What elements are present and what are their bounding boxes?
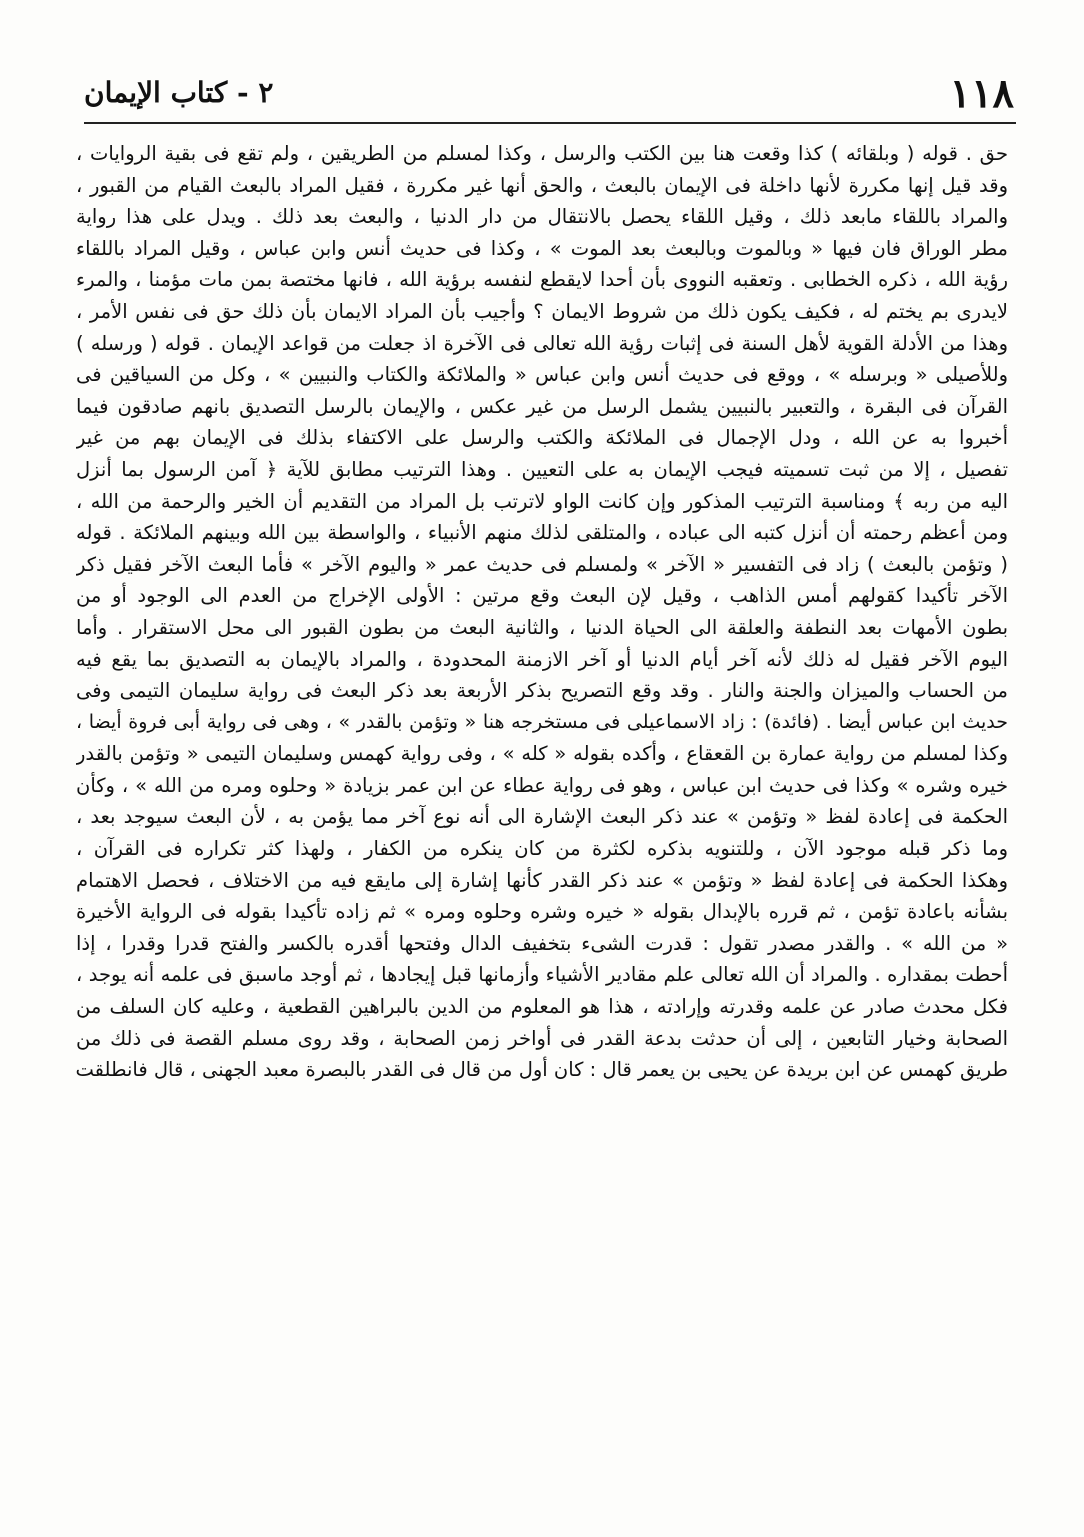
text-line: القرآن فى البقرة ، والتعبير بالنبيين يشمل الرسل من غير عكس ، والإيمان بالرسل التصديق بانهم صادقون فيما (76, 394, 1008, 418)
text-line: أحطت بمقداره . والمراد أن الله تعالى علم مقادير الأشياء وأزمانها قبل إيجادها ، ثم أوجد ماسبق فى علمه أنه يوجد ، (76, 963, 1008, 987)
text-line: والمراد باللقاء مابعد ذلك ، وقيل اللقاء يحصل بالانتقال من دار الدنيا ، والبعث بعد ذلك . ويدل على هذا رواية (76, 205, 1008, 229)
text-line: ( وتؤمن بالبعث ) زاد فى التفسير « الآخر » ولمسلم فى حديث عمر « واليوم الآخر » فأما البعث الآخر فقيل ذكر (76, 552, 1008, 576)
text-line: وهكذا الحكمة فى إعادة لفظ « وتؤمن » عند ذكر القدر كأنها إشارة إلى مايقع فيه من الاختلاف ، فحصل الاهتمام (76, 868, 1008, 892)
text-line: وما ذكر قبله موجود الآن ، وللتنويه بذكره لكثرة من كان ينكره من الكفار ، ولهذا كثر تكراره فى القرآن ، (76, 837, 1008, 861)
text-line: بطون الأمهات بعد النطفة والعلقة الى الحياة الدنيا ، والثانية البعث من بطون القبور الى محل الاستقرار . وأما (76, 615, 1008, 639)
text-line: وكذا لمسلم من رواية عمارة بن القعقاع ، وأكده بقوله « كله » ، وفى رواية كهمس وسليمان التيمى « وتؤمن بالقدر (76, 742, 1008, 766)
text-line: الآخر تأكيدا كقولهم أمس الذاهب ، وقيل لإن البعث وقع مرتين : الأولى الإخراج من العدم الى الوجود أو من (76, 584, 1008, 608)
text-line: طريق كهمس عن ابن بريدة عن يحيى بن يعمر قال : كان أول من قال فى القدر بالبصرة معبد الجهنى ، قال فانطلقت (76, 1058, 1008, 1082)
commentary-text (76, 138, 1008, 1086)
text-line: حديث ابن عباس أيضا . (فائدة) : زاد الاسماعيلى فى مستخرجه هنا « وتؤمن بالقدر » ، وهى فى رواية أبى فروة أيضا ، (76, 710, 1008, 733)
text-line: من الحساب والميزان والجنة والنار . وقد وقع التصريح بذكر الأربعة بعد ذكر البعث فى رواية سليمان التيمى وفى (76, 679, 1008, 703)
text-line: الصحابة وخيار التابعين ، إلى أن حدثت بدعة القدر فى أواخر زمن الصحابة ، وقد روى مسلم القصة فى ذلك من (76, 1026, 1008, 1050)
text-line: وللأصيلى « وبرسله » ، ووقع فى حديث أنس وابن عباس « والملائكة والكتاب والنبيين » ، وكل من السياقين فى (76, 363, 1008, 387)
text-line: رؤية الله ، ذكره الخطابى . وتعقبه النووى بأن أحدا لايقطع لنفسه برؤية الله ، فانها مختصة بمن مات مؤمنا ، والمرء (76, 268, 1008, 292)
text-line: تفصيل ، إلا من ثبت تسميته فيجب الإيمان به على التعيين . وهذا الترتيب مطابق للآية ﴿ آمن الرسول بما أنزل (76, 457, 1008, 481)
text-line: خيره وشره » وكذا فى حديث ابن عباس ، وهو فى رواية عطاء عن ابن عمر بزيادة « وحلوه ومره من الله » ، وكأن (76, 773, 1008, 797)
text-line: ومن أعظم رحمته أن أنزل كتبه الى عباده ، والمتلقى لذلك منهم الأنبياء ، والواسطة بين الله وبينهم الملائكة . قوله (76, 521, 1008, 545)
text-line: اليه من ربه ﴾ ومناسبة الترتيب المذكور وإن كانت الواو لاترتب بل المراد من التقديم أن الخير والرحمة من الله ، (76, 489, 1008, 513)
text-line: الحكمة فى إعادة لفظ « وتؤمن » عند ذكر البعث الإشارة الى أنه نوع آخر مما يؤمن به ، لأن البعث سيوجد بعد ، (76, 805, 1008, 829)
text-line: وقد قيل إنها مكررة لأنها داخلة فى الإيمان بالبعث ، والحق أنها غير مكررة ، فقيل المراد بالبعث القيام من القبور ، (76, 173, 1008, 197)
text-line: اليوم الآخر فقيل له ذلك لأنه آخر أيام الدنيا أو آخر الازمنة المحدودة ، والمراد بالإيمان به التصديق بما يقع فيه (76, 647, 1008, 671)
text-line: بشأنه باعادة تؤمن ، ثم قرره بالإبدال بقوله « خيره وشره وحلوه ومره » ثم زاده تأكيدا بقوله فى الرواية الأخيرة (76, 900, 1008, 924)
running-title: ٢ - كتاب الإيمان (84, 76, 274, 109)
text-line: « من الله » . والقدر مصدر تقول : قدرت الشىء بتخفيف الدال وفتحها أقدره بالكسر والفتح قدرا وقدرا ، إذا (76, 931, 1008, 955)
text-line: مطر الوراق فان فيها « وبالموت وبالبعث بعد الموت » ، وكذا فى حديث أنس وابن عباس ، وقيل المراد باللقاء (76, 236, 1008, 260)
text-line: حق . قوله ( وبلقائه ) كذا وقعت هنا بين الكتب والرسل ، وكذا لمسلم من الطريقين ، ولم تقع فى بقية الروايات ، (76, 142, 1008, 165)
page-header (84, 70, 1014, 118)
page-number: ١١٨ (949, 70, 1014, 117)
text-line: وهذا من الأدلة القوية لأهل السنة فى إثبات رؤية الله تعالى فى الآخرة اذ جعلت من قواعد الإيمان . قوله ( ورسله ) (76, 331, 1008, 355)
header-divider (84, 122, 1016, 124)
text-line: أخبروا به عن الله ، ودل الإجمال فى الملائكة والكتب والرسل على الاكتفاء بذلك فى الإيمان بهم من غير (76, 426, 1008, 450)
text-line: فكل محدث صادر عن علمه وقدرته وإرادته ، هذا هو المعلوم من الدين بالبراهين القطعية ، وعليه كان السلف من (76, 995, 1008, 1019)
text-line: لايدرى بم يختم له ، فكيف يكون ذلك من شروط الايمان ؟ وأجيب بأن المراد الايمان بأن ذلك حق فى نفس الأمر ، (76, 299, 1008, 323)
